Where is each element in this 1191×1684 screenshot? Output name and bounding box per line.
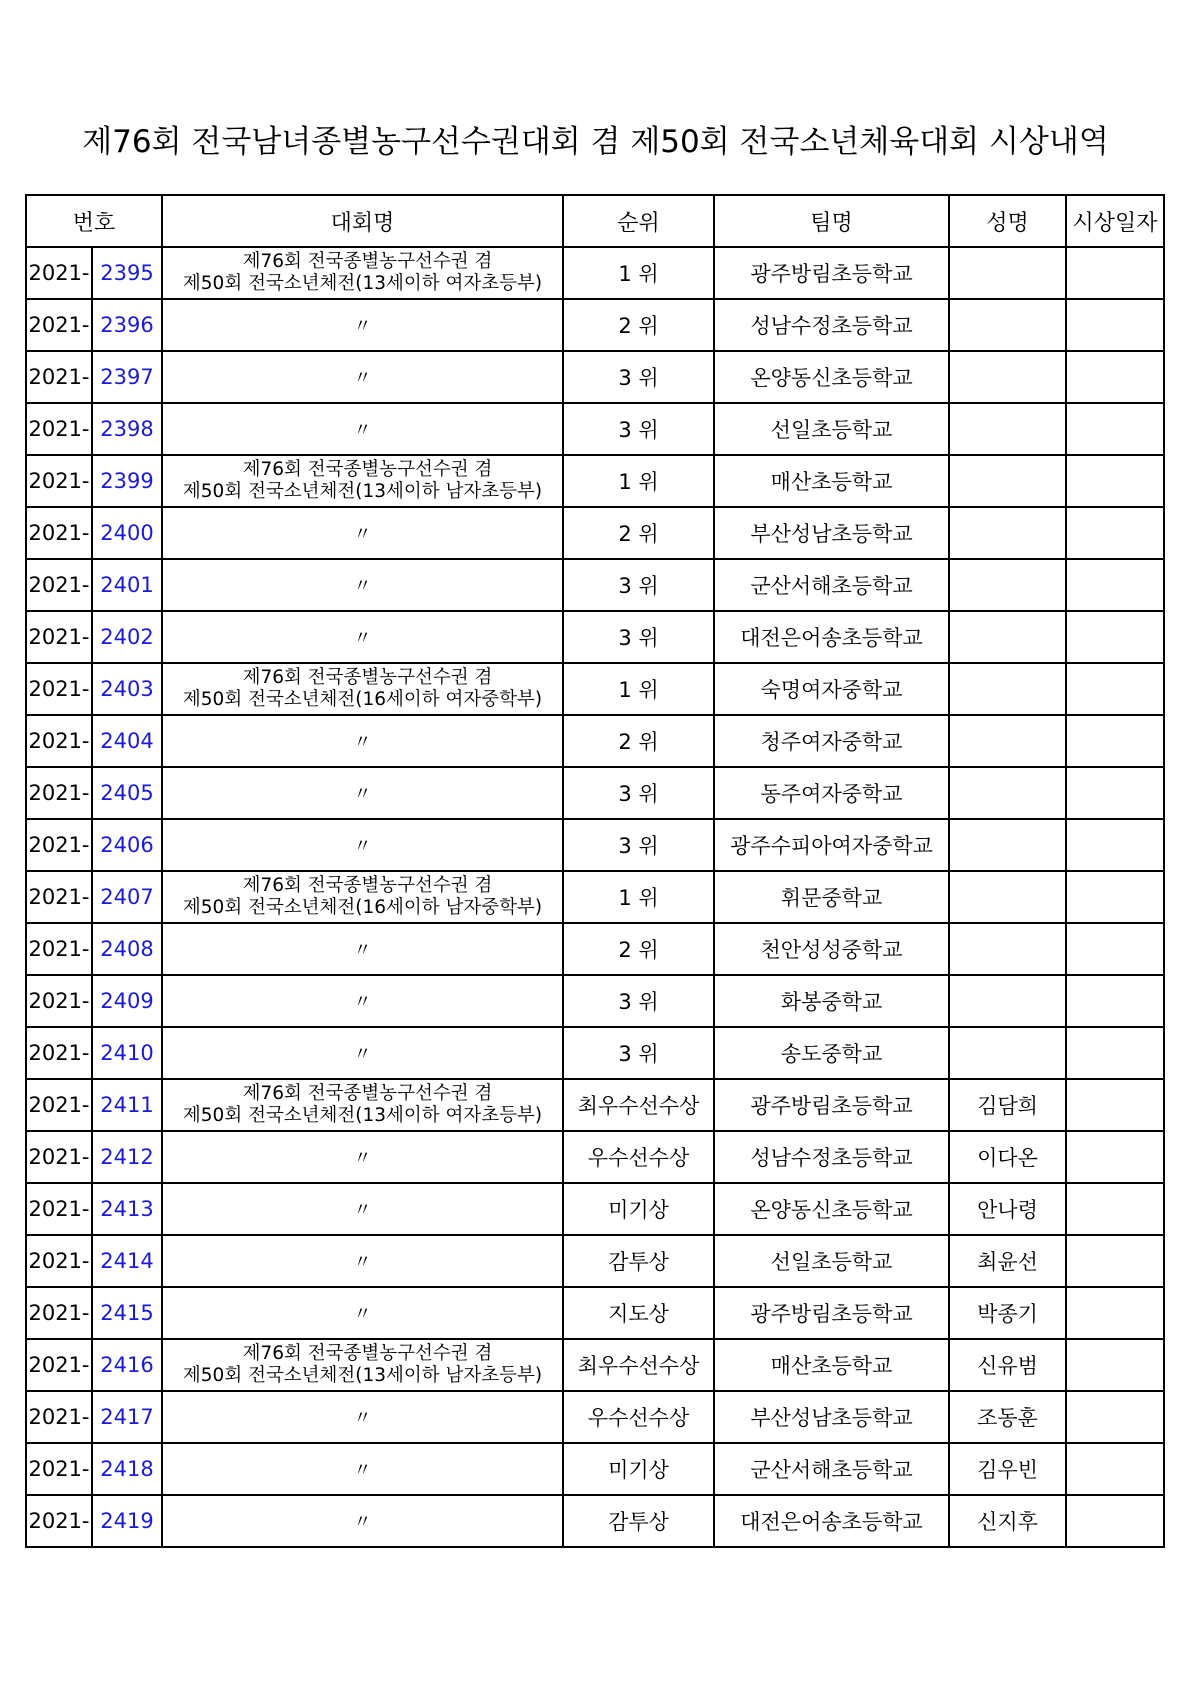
row-date [1066, 1287, 1164, 1339]
ditto-mark: 〃 [353, 316, 372, 337]
row-event [162, 1391, 563, 1443]
event-line-2: 제50회 전국소년체전(13세이하 여자초등부) [182, 273, 543, 294]
row-year: 2021- [26, 1131, 92, 1183]
row-team: 숙명여자중학교 [714, 663, 949, 715]
row-team: 부산성남초등학교 [714, 1391, 949, 1443]
event-line-1: 제76회 전국종별농구선수권 겸 [242, 251, 493, 272]
row-event [162, 1027, 563, 1079]
row-year: 2021- [26, 351, 92, 403]
row-year: 2021- [26, 455, 92, 507]
ditto-mark: 〃 [353, 1148, 372, 1169]
row-name [949, 559, 1066, 611]
row-number: 2415 [92, 1287, 162, 1339]
row-number: 2400 [92, 507, 162, 559]
ditto-mark: 〃 [353, 628, 372, 649]
ditto-mark: 〃 [353, 1304, 372, 1325]
table-row [26, 1079, 1164, 1131]
row-name: 이다온 [949, 1131, 1066, 1183]
row-rank: 우수선수상 [563, 1131, 714, 1183]
row-team: 광주방림초등학교 [714, 1079, 949, 1131]
row-name: 조동훈 [949, 1391, 1066, 1443]
row-date [1066, 923, 1164, 975]
event-line-2: 제50회 전국소년체전(13세이하 여자초등부) [182, 1105, 543, 1126]
row-event [162, 351, 563, 403]
row-rank: 3 위 [563, 767, 714, 819]
row-number: 2399 [92, 455, 162, 507]
row-year: 2021- [26, 975, 92, 1027]
table-row [26, 611, 1164, 663]
header-date: 시상일자 [1066, 195, 1164, 247]
row-team: 군산서해초등학교 [714, 1443, 949, 1495]
row-year: 2021- [26, 923, 92, 975]
row-rank: 1 위 [563, 455, 714, 507]
table-row [26, 819, 1164, 871]
event-line-2: 제50회 전국소년체전(13세이하 남자초등부) [182, 1365, 543, 1386]
row-name: 신유범 [949, 1339, 1066, 1391]
row-name [949, 923, 1066, 975]
row-rank: 3 위 [563, 351, 714, 403]
row-date [1066, 1235, 1164, 1287]
row-year: 2021- [26, 715, 92, 767]
row-year: 2021- [26, 611, 92, 663]
row-year: 2021- [26, 247, 92, 299]
ditto-mark: 〃 [353, 732, 372, 753]
row-rank: 1 위 [563, 247, 714, 299]
row-event [162, 1235, 563, 1287]
row-rank: 3 위 [563, 1027, 714, 1079]
row-number: 2414 [92, 1235, 162, 1287]
ditto-mark: 〃 [353, 1408, 372, 1429]
row-event [162, 1183, 563, 1235]
row-event [162, 247, 563, 299]
row-number: 2408 [92, 923, 162, 975]
row-event [162, 975, 563, 1027]
row-name: 안나령 [949, 1183, 1066, 1235]
row-name: 최윤선 [949, 1235, 1066, 1287]
row-rank: 3 위 [563, 975, 714, 1027]
table-row [26, 1495, 1164, 1547]
row-event [162, 507, 563, 559]
row-team: 청주여자중학교 [714, 715, 949, 767]
row-year: 2021- [26, 767, 92, 819]
row-event [162, 1443, 563, 1495]
row-number: 2407 [92, 871, 162, 923]
row-team: 광주방림초등학교 [714, 247, 949, 299]
row-rank: 2 위 [563, 715, 714, 767]
header-name: 성명 [949, 195, 1066, 247]
ditto-mark: 〃 [353, 368, 372, 389]
row-year: 2021- [26, 1495, 92, 1547]
row-number: 2395 [92, 247, 162, 299]
row-date [1066, 1443, 1164, 1495]
row-event [162, 767, 563, 819]
row-name [949, 975, 1066, 1027]
header-number: 번호 [26, 195, 162, 247]
row-event [162, 559, 563, 611]
ditto-mark: 〃 [353, 1460, 372, 1481]
row-date [1066, 559, 1164, 611]
row-year: 2021- [26, 871, 92, 923]
row-rank: 감투상 [563, 1235, 714, 1287]
row-team: 온양동신초등학교 [714, 1183, 949, 1235]
row-rank: 1 위 [563, 663, 714, 715]
ditto-mark: 〃 [353, 1512, 372, 1533]
row-date [1066, 663, 1164, 715]
row-team: 매산초등학교 [714, 1339, 949, 1391]
table-row [26, 1391, 1164, 1443]
row-team: 광주수피아여자중학교 [714, 819, 949, 871]
row-date [1066, 1079, 1164, 1131]
header-row [26, 195, 1164, 247]
row-year: 2021- [26, 403, 92, 455]
row-number: 2401 [92, 559, 162, 611]
row-name [949, 663, 1066, 715]
row-year: 2021- [26, 1027, 92, 1079]
row-event [162, 403, 563, 455]
row-date [1066, 507, 1164, 559]
event-line-1: 제76회 전국종별농구선수권 겸 [242, 1343, 493, 1364]
table-row [26, 767, 1164, 819]
row-number: 2406 [92, 819, 162, 871]
row-name: 김우빈 [949, 1443, 1066, 1495]
row-rank: 감투상 [563, 1495, 714, 1547]
row-number: 2397 [92, 351, 162, 403]
row-team: 대전은어송초등학교 [714, 611, 949, 663]
row-rank: 3 위 [563, 403, 714, 455]
row-team: 대전은어송초등학교 [714, 1495, 949, 1547]
row-team: 군산서해초등학교 [714, 559, 949, 611]
table-row [26, 923, 1164, 975]
row-team: 부산성남초등학교 [714, 507, 949, 559]
row-event [162, 1287, 563, 1339]
row-year: 2021- [26, 1443, 92, 1495]
row-rank: 3 위 [563, 559, 714, 611]
row-date [1066, 819, 1164, 871]
table-row [26, 507, 1164, 559]
row-year: 2021- [26, 1339, 92, 1391]
row-name [949, 1027, 1066, 1079]
table-row [26, 1183, 1164, 1235]
table-row [26, 351, 1164, 403]
table-row [26, 1287, 1164, 1339]
row-date [1066, 299, 1164, 351]
row-year: 2021- [26, 1235, 92, 1287]
row-event [162, 715, 563, 767]
row-date [1066, 975, 1164, 1027]
ditto-mark: 〃 [353, 940, 372, 961]
table-row [26, 1027, 1164, 1079]
table-row [26, 871, 1164, 923]
table-row [26, 715, 1164, 767]
row-number: 2419 [92, 1495, 162, 1547]
ditto-mark: 〃 [353, 784, 372, 805]
event-line-2: 제50회 전국소년체전(16세이하 여자중학부) [182, 689, 543, 710]
row-team: 광주방림초등학교 [714, 1287, 949, 1339]
row-date [1066, 1027, 1164, 1079]
event-line-1: 제76회 전국종별농구선수권 겸 [242, 1083, 493, 1104]
row-name [949, 767, 1066, 819]
row-date [1066, 351, 1164, 403]
row-event [162, 1339, 563, 1391]
row-team: 휘문중학교 [714, 871, 949, 923]
row-rank: 지도상 [563, 1287, 714, 1339]
row-name [949, 299, 1066, 351]
event-line-1: 제76회 전국종별농구선수권 겸 [242, 459, 493, 480]
ditto-mark: 〃 [353, 524, 372, 545]
event-line-1: 제76회 전국종별농구선수권 겸 [242, 667, 493, 688]
row-year: 2021- [26, 299, 92, 351]
ditto-mark: 〃 [353, 992, 372, 1013]
table-row [26, 663, 1164, 715]
row-event [162, 1131, 563, 1183]
row-number: 2417 [92, 1391, 162, 1443]
row-name [949, 819, 1066, 871]
row-name: 신지후 [949, 1495, 1066, 1547]
header-event: 대회명 [162, 195, 563, 247]
row-team: 온양동신초등학교 [714, 351, 949, 403]
row-number: 2404 [92, 715, 162, 767]
row-team: 천안성성중학교 [714, 923, 949, 975]
row-number: 2416 [92, 1339, 162, 1391]
row-year: 2021- [26, 1183, 92, 1235]
awards-table [25, 194, 1165, 1548]
ditto-mark: 〃 [353, 836, 372, 857]
row-name [949, 715, 1066, 767]
row-number: 2409 [92, 975, 162, 1027]
row-date [1066, 455, 1164, 507]
row-number: 2411 [92, 1079, 162, 1131]
event-line-2: 제50회 전국소년체전(16세이하 남자중학부) [182, 897, 543, 918]
row-event [162, 299, 563, 351]
row-team: 선일초등학교 [714, 403, 949, 455]
row-year: 2021- [26, 663, 92, 715]
row-name [949, 871, 1066, 923]
row-event [162, 923, 563, 975]
row-date [1066, 1183, 1164, 1235]
row-event [162, 455, 563, 507]
row-team: 송도중학교 [714, 1027, 949, 1079]
row-date [1066, 1131, 1164, 1183]
row-name: 박종기 [949, 1287, 1066, 1339]
row-rank: 2 위 [563, 299, 714, 351]
row-number: 2410 [92, 1027, 162, 1079]
row-rank: 미기상 [563, 1443, 714, 1495]
table-row [26, 559, 1164, 611]
row-year: 2021- [26, 1391, 92, 1443]
row-number: 2405 [92, 767, 162, 819]
row-number: 2402 [92, 611, 162, 663]
row-year: 2021- [26, 507, 92, 559]
event-line-2: 제50회 전국소년체전(13세이하 남자초등부) [182, 481, 543, 502]
ditto-mark: 〃 [353, 1252, 372, 1273]
row-event [162, 611, 563, 663]
row-team: 선일초등학교 [714, 1235, 949, 1287]
row-team: 동주여자중학교 [714, 767, 949, 819]
row-rank: 최우수선수상 [563, 1339, 714, 1391]
row-year: 2021- [26, 819, 92, 871]
table-row [26, 1339, 1164, 1391]
row-event [162, 1495, 563, 1547]
row-date [1066, 247, 1164, 299]
row-team: 화봉중학교 [714, 975, 949, 1027]
row-rank: 최우수선수상 [563, 1079, 714, 1131]
ditto-mark: 〃 [353, 576, 372, 597]
row-team: 매산초등학교 [714, 455, 949, 507]
row-rank: 미기상 [563, 1183, 714, 1235]
row-name [949, 351, 1066, 403]
row-date [1066, 611, 1164, 663]
row-event [162, 871, 563, 923]
row-date [1066, 715, 1164, 767]
row-name [949, 455, 1066, 507]
row-rank: 2 위 [563, 923, 714, 975]
row-rank: 우수선수상 [563, 1391, 714, 1443]
row-number: 2396 [92, 299, 162, 351]
row-date [1066, 1339, 1164, 1391]
row-name [949, 403, 1066, 455]
table-row [26, 1443, 1164, 1495]
header-team: 팀명 [714, 195, 949, 247]
row-year: 2021- [26, 1287, 92, 1339]
row-rank: 3 위 [563, 819, 714, 871]
row-rank: 3 위 [563, 611, 714, 663]
row-event [162, 1079, 563, 1131]
row-rank: 1 위 [563, 871, 714, 923]
row-name [949, 611, 1066, 663]
row-event [162, 819, 563, 871]
table-row [26, 1131, 1164, 1183]
table-row [26, 455, 1164, 507]
header-rank: 순위 [563, 195, 714, 247]
row-rank: 2 위 [563, 507, 714, 559]
table-row [26, 247, 1164, 299]
row-name [949, 247, 1066, 299]
row-date [1066, 871, 1164, 923]
table-row [26, 403, 1164, 455]
event-line-1: 제76회 전국종별농구선수권 겸 [242, 875, 493, 896]
ditto-mark: 〃 [353, 1200, 372, 1221]
table-row [26, 975, 1164, 1027]
row-team: 성남수정초등학교 [714, 1131, 949, 1183]
document-title: 제76회 전국남녀종별농구선수권대회 겸 제50회 전국소년체육대회 시상내역 [82, 124, 1109, 160]
ditto-mark: 〃 [353, 1044, 372, 1065]
table-row [26, 299, 1164, 351]
table-row [26, 1235, 1164, 1287]
row-number: 2413 [92, 1183, 162, 1235]
row-number: 2403 [92, 663, 162, 715]
ditto-mark: 〃 [353, 420, 372, 441]
row-event [162, 663, 563, 715]
row-date [1066, 403, 1164, 455]
row-name [949, 507, 1066, 559]
row-number: 2418 [92, 1443, 162, 1495]
row-number: 2398 [92, 403, 162, 455]
row-name: 김담희 [949, 1079, 1066, 1131]
row-date [1066, 1391, 1164, 1443]
row-year: 2021- [26, 559, 92, 611]
row-team: 성남수정초등학교 [714, 299, 949, 351]
row-year: 2021- [26, 1079, 92, 1131]
row-number: 2412 [92, 1131, 162, 1183]
row-date [1066, 767, 1164, 819]
row-date [1066, 1495, 1164, 1547]
